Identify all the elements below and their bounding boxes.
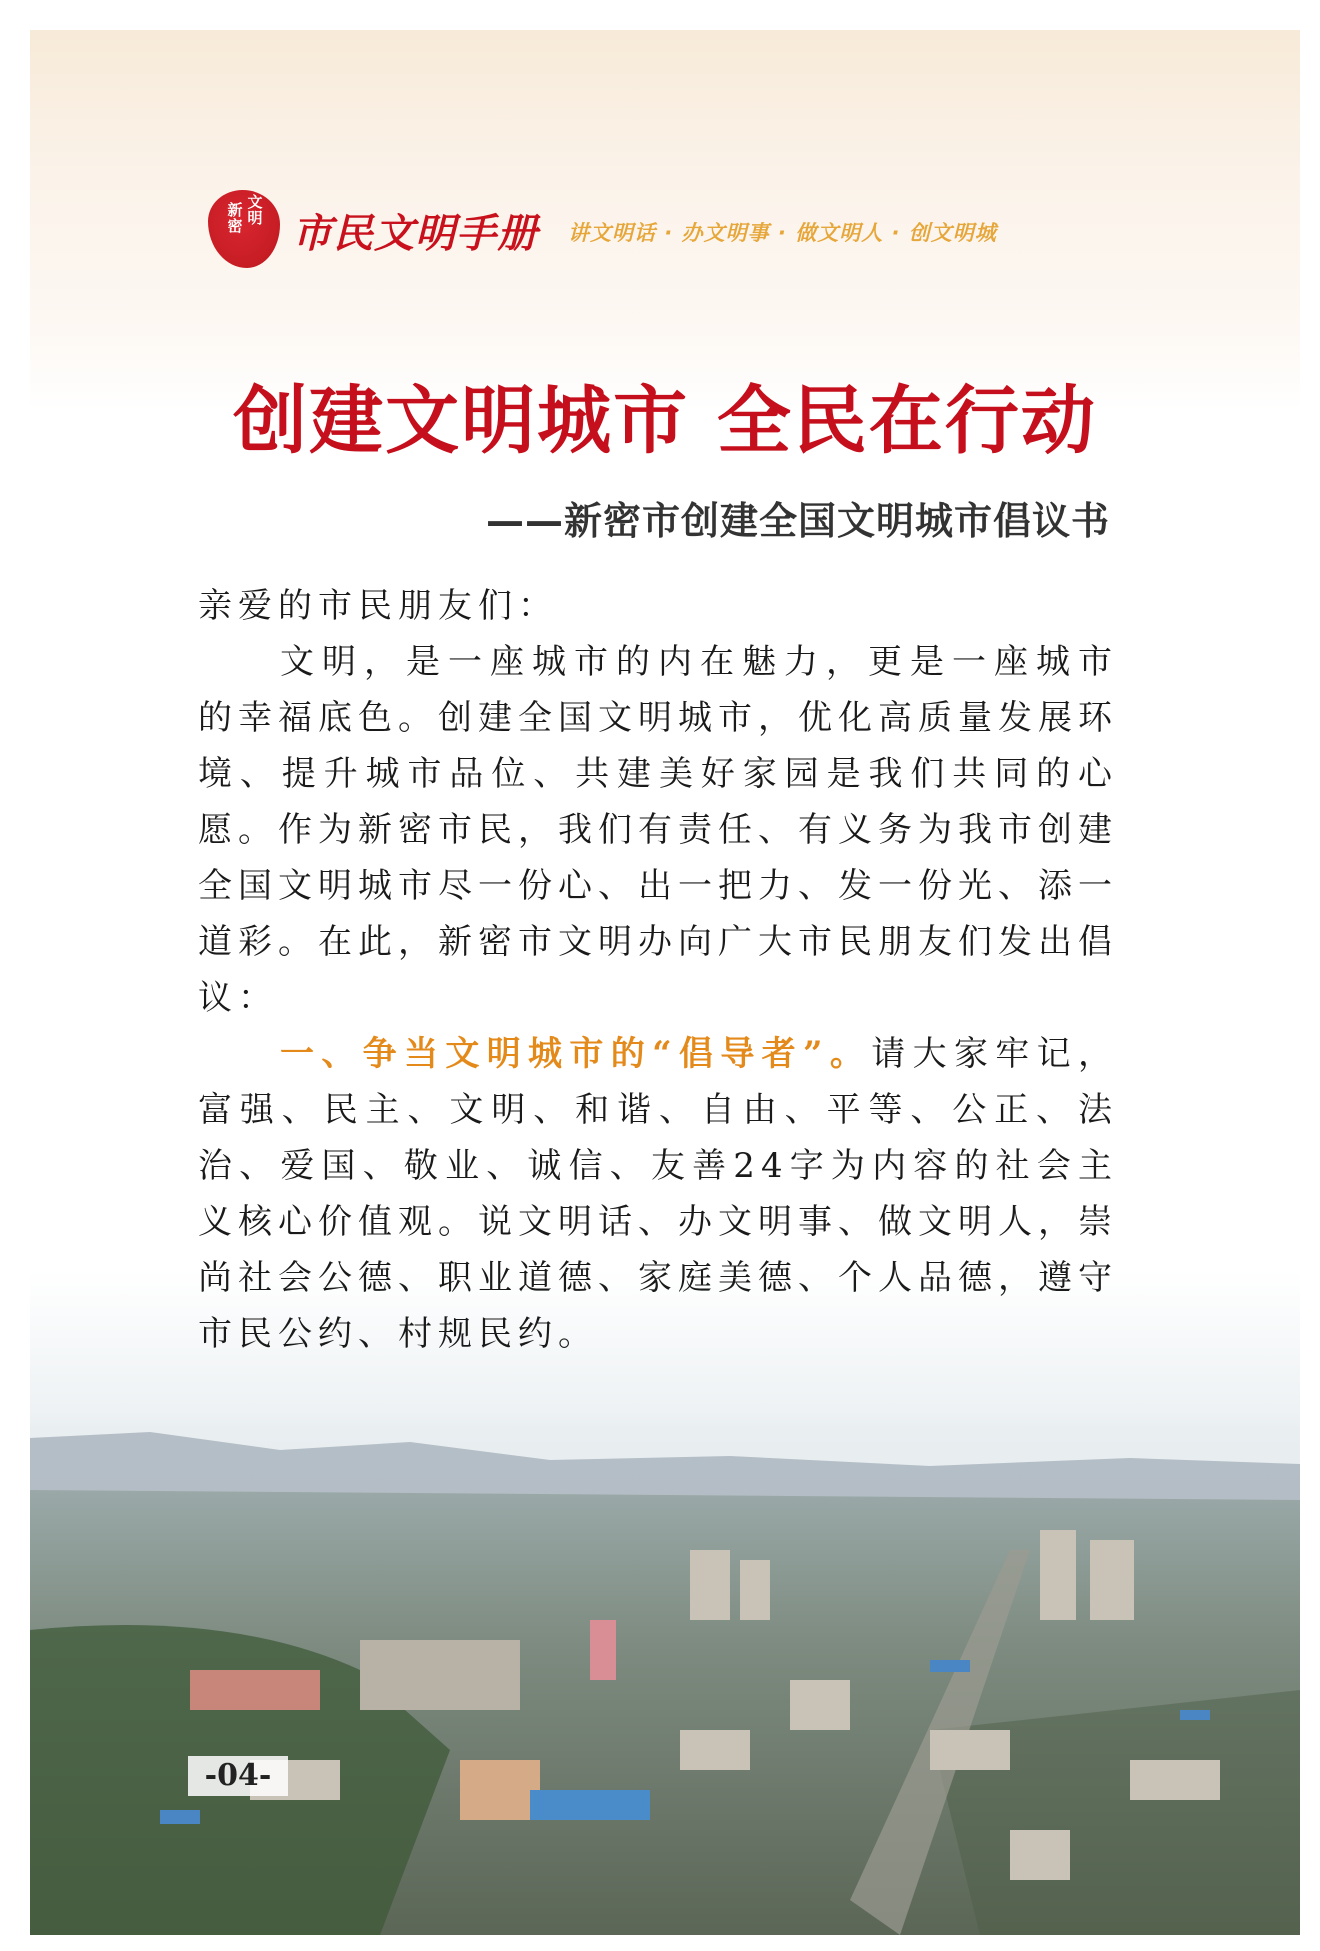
seal-text-right: 文明 [247, 193, 263, 227]
seal-text-left: 新密 [227, 201, 243, 235]
subtitle: ——新密市创建全国文明城市倡议书 [485, 499, 1110, 543]
paragraph-point-1 [198, 1026, 1118, 1362]
xinmi-seal-logo [208, 190, 280, 268]
header-slogan: 讲文明话 · 办文明事 · 做文明人 · 创文明城 [568, 221, 997, 245]
article-body [198, 578, 1118, 1362]
point-1-body: 请大家牢记，富强、民主、文明、和谐、自由、平等、公正、法治、爱国、敬业、诚信、友善24字为内容的社会主义核心价值观。说文明话、办文明事、做文明人，崇尚社会公德、职业道德、家庭美德、个人品德，遵守市民公约、村规民约。 [198, 1034, 1118, 1354]
city-aerial-photo [30, 1430, 1300, 1935]
page-header [30, 160, 1300, 270]
page-number: -04- [188, 1756, 288, 1796]
point-1-heading: 一、争当文明城市的“倡导者”。 [280, 1034, 872, 1074]
handbook-page [30, 30, 1300, 1935]
greeting: 亲爱的市民朋友们： [198, 586, 558, 626]
handbook-title: 市民文明手册 [292, 211, 538, 257]
main-title: 创建文明城市 全民在行动 [233, 378, 1097, 464]
paragraph-intro: 文明，是一座城市的内在魅力，更是一座城市的幸福底色。创建全国文明城市，优化高质量发展环境、提升城市品位、共建美好家园是我们共同的心愿。作为新密市民，我们有责任、有义务为我市创建全国文明城市尽一份心、出一把力、发一份光、添一道彩。在此，新密市文明办向广大市民朋友们发出倡议： [198, 642, 1118, 1018]
